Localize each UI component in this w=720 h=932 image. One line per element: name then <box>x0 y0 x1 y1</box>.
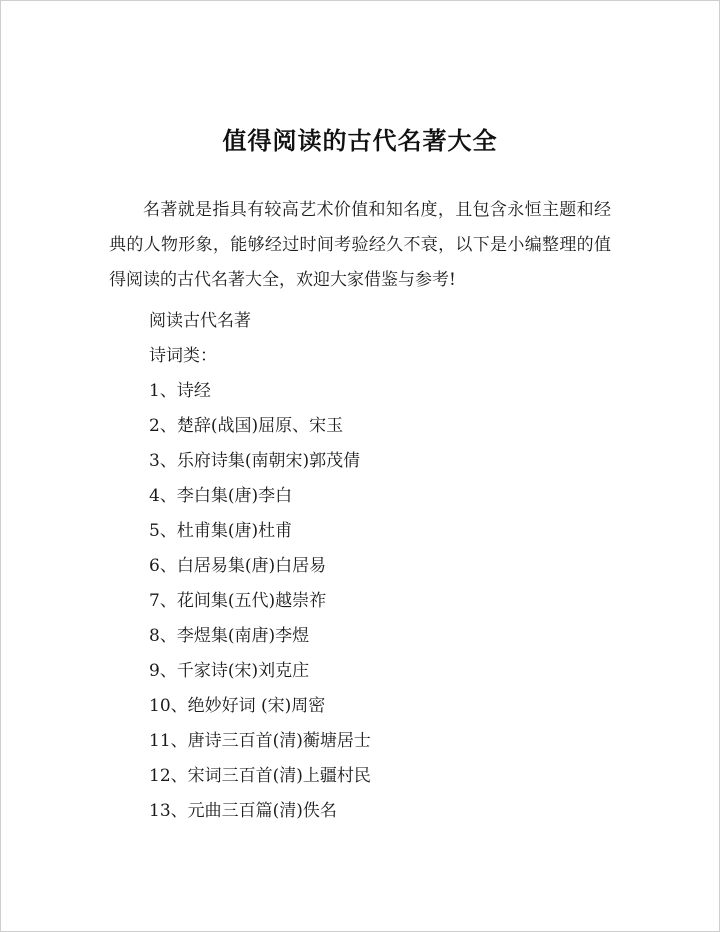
list-item: 6、白居易集(唐)白居易 <box>149 556 327 576</box>
section-heading: 阅读古代名著 <box>149 311 251 331</box>
list-item: 4、李白集(唐)李白 <box>149 486 293 506</box>
intro-paragraph: 名著就是指具有较高艺术价值和知名度，且包含永恒主题和经典的人物形象，能够经过时间考验经久不衰，以下是小编整理的值得阅读的古代名著大全，欢迎大家借鉴与参考! <box>109 200 611 290</box>
list-item: 9、千家诗(宋)刘克庄 <box>149 661 310 681</box>
list-item: 5、杜甫集(唐)杜甫 <box>149 521 293 541</box>
list-item: 12、宋词三百首(清)上疆村民 <box>149 766 371 786</box>
list-item: 3、乐府诗集(南朝宋)郭茂倩 <box>149 451 361 471</box>
list-item: 10、绝妙好词 (宋)周密 <box>149 696 326 716</box>
list-item: 1、诗经 <box>149 381 211 401</box>
list-item: 11、唐诗三百首(清)蘅塘居士 <box>149 731 371 751</box>
list-item: 8、李煜集(南唐)李煜 <box>149 626 310 646</box>
list-item: 2、楚辞(战国)屈原、宋玉 <box>149 416 344 436</box>
list-item: 13、元曲三百篇(清)佚名 <box>149 801 337 821</box>
list-item: 7、花间集(五代)越崇祚 <box>149 591 327 611</box>
document-title: 值得阅读的古代名著大全 <box>222 127 498 155</box>
category-label: 诗词类： <box>149 346 217 366</box>
